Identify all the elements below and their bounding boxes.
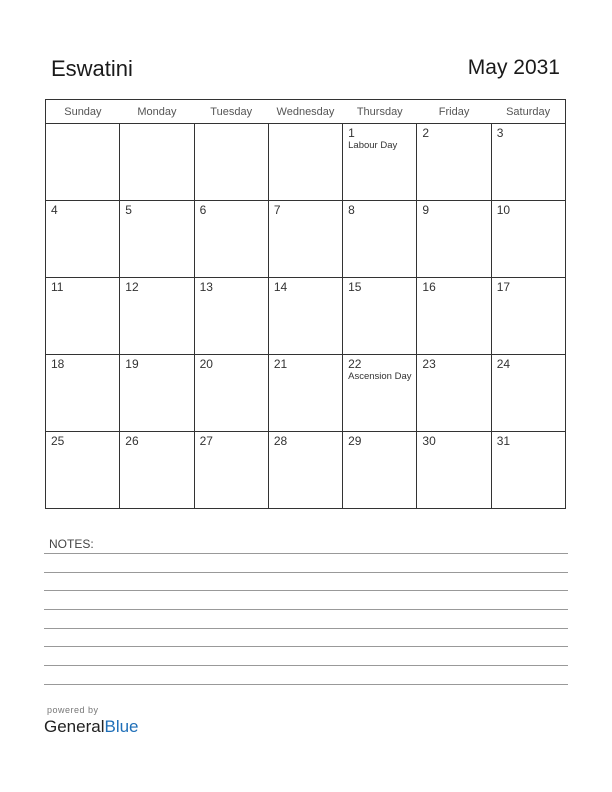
week-row: [46, 201, 566, 278]
weekday-header: Sunday: [46, 100, 120, 124]
notes-line: [44, 628, 568, 629]
weekday-header: Wednesday: [268, 100, 342, 124]
notes-line: [44, 553, 568, 554]
day-number: 4: [51, 203, 58, 217]
day-cell: [46, 201, 120, 278]
day-number: 12: [125, 280, 139, 294]
day-number: 25: [51, 434, 65, 448]
day-number: 16: [422, 280, 436, 294]
day-number: 23: [422, 357, 436, 371]
day-cell: [417, 355, 491, 432]
notes-line: [44, 665, 568, 666]
day-number: 29: [348, 434, 362, 448]
week-row: [46, 355, 566, 432]
day-cell: [120, 278, 194, 355]
day-number: 28: [273, 434, 288, 448]
day-number: 6: [199, 203, 207, 217]
brand-general: General: [44, 717, 105, 736]
day-cell: [194, 201, 268, 278]
day-cell: [417, 278, 491, 355]
day-cell: [268, 201, 342, 278]
day-cell: [343, 124, 417, 201]
day-number: 22: [348, 357, 362, 371]
notes-line: [44, 684, 568, 685]
day-cell: [120, 124, 194, 201]
day-cell: [194, 124, 268, 201]
day-cell: [417, 432, 491, 509]
day-cell: [343, 432, 417, 509]
holiday-label: Ascension Day: [348, 371, 412, 382]
day-cell: [194, 432, 268, 509]
day-number: 9: [422, 203, 430, 217]
day-number: 5: [125, 203, 132, 217]
day-cell: [491, 278, 565, 355]
weekday-header: Monday: [120, 100, 194, 124]
day-number: 7: [273, 203, 281, 217]
day-cell: [343, 201, 417, 278]
day-cell: [46, 278, 120, 355]
day-cell: [268, 432, 342, 509]
day-number: 19: [125, 357, 139, 371]
week-row: [46, 278, 566, 355]
weekday-header-row: [46, 100, 566, 124]
day-number: 13: [199, 280, 213, 294]
notes-label: NOTES:: [49, 537, 94, 551]
weekday-header: Tuesday: [194, 100, 268, 124]
holiday-label: Labour Day: [348, 140, 398, 151]
day-number: 10: [496, 203, 511, 217]
day-cell: [194, 355, 268, 432]
day-number: 2: [422, 126, 430, 140]
day-cell: [46, 432, 120, 509]
day-cell: [491, 201, 565, 278]
generalblue-logo: [44, 717, 139, 737]
day-number: 8: [348, 203, 355, 217]
day-number: 3: [496, 126, 504, 140]
day-cell: [46, 355, 120, 432]
week-row: [46, 432, 566, 509]
day-cell: [417, 124, 491, 201]
day-number: 1: [348, 126, 355, 140]
day-number: 18: [51, 357, 65, 371]
day-cell: [491, 432, 565, 509]
calendar-grid: [45, 99, 566, 509]
day-cell: [491, 355, 565, 432]
day-number: 11: [51, 280, 64, 294]
weekday-header: Friday: [417, 100, 491, 124]
day-cell: [120, 355, 194, 432]
day-number: 27: [199, 434, 213, 448]
notes-line: [44, 646, 568, 647]
day-number: 24: [496, 357, 511, 371]
day-cell: [268, 278, 342, 355]
day-number: 14: [273, 280, 288, 294]
day-cell: [46, 124, 120, 201]
day-cell: [120, 201, 194, 278]
day-cell: [343, 355, 417, 432]
day-cell: [194, 278, 268, 355]
weekday-header: Saturday: [491, 100, 565, 124]
powered-by-label: powered by: [47, 705, 99, 715]
day-cell: [120, 432, 194, 509]
calendar-country-title: Eswatini: [51, 56, 133, 81]
notes-line: [44, 609, 568, 610]
day-cell: [491, 124, 565, 201]
notes-line: [44, 590, 568, 591]
day-number: 26: [125, 434, 139, 448]
day-number: 20: [199, 357, 213, 371]
day-number: 31: [496, 434, 511, 448]
day-cell: [343, 278, 417, 355]
day-cell: [268, 124, 342, 201]
day-number: 21: [273, 357, 288, 371]
calendar-month-title: May 2031: [467, 56, 560, 79]
week-row: [46, 124, 566, 201]
weekday-header: Thursday: [343, 100, 417, 124]
day-cell: [268, 355, 342, 432]
day-number: 17: [496, 280, 511, 294]
notes-line: [44, 572, 568, 573]
day-cell: [417, 201, 491, 278]
brand-blue: Blue: [104, 717, 139, 736]
day-number: 15: [348, 280, 362, 294]
day-number: 30: [422, 434, 436, 448]
